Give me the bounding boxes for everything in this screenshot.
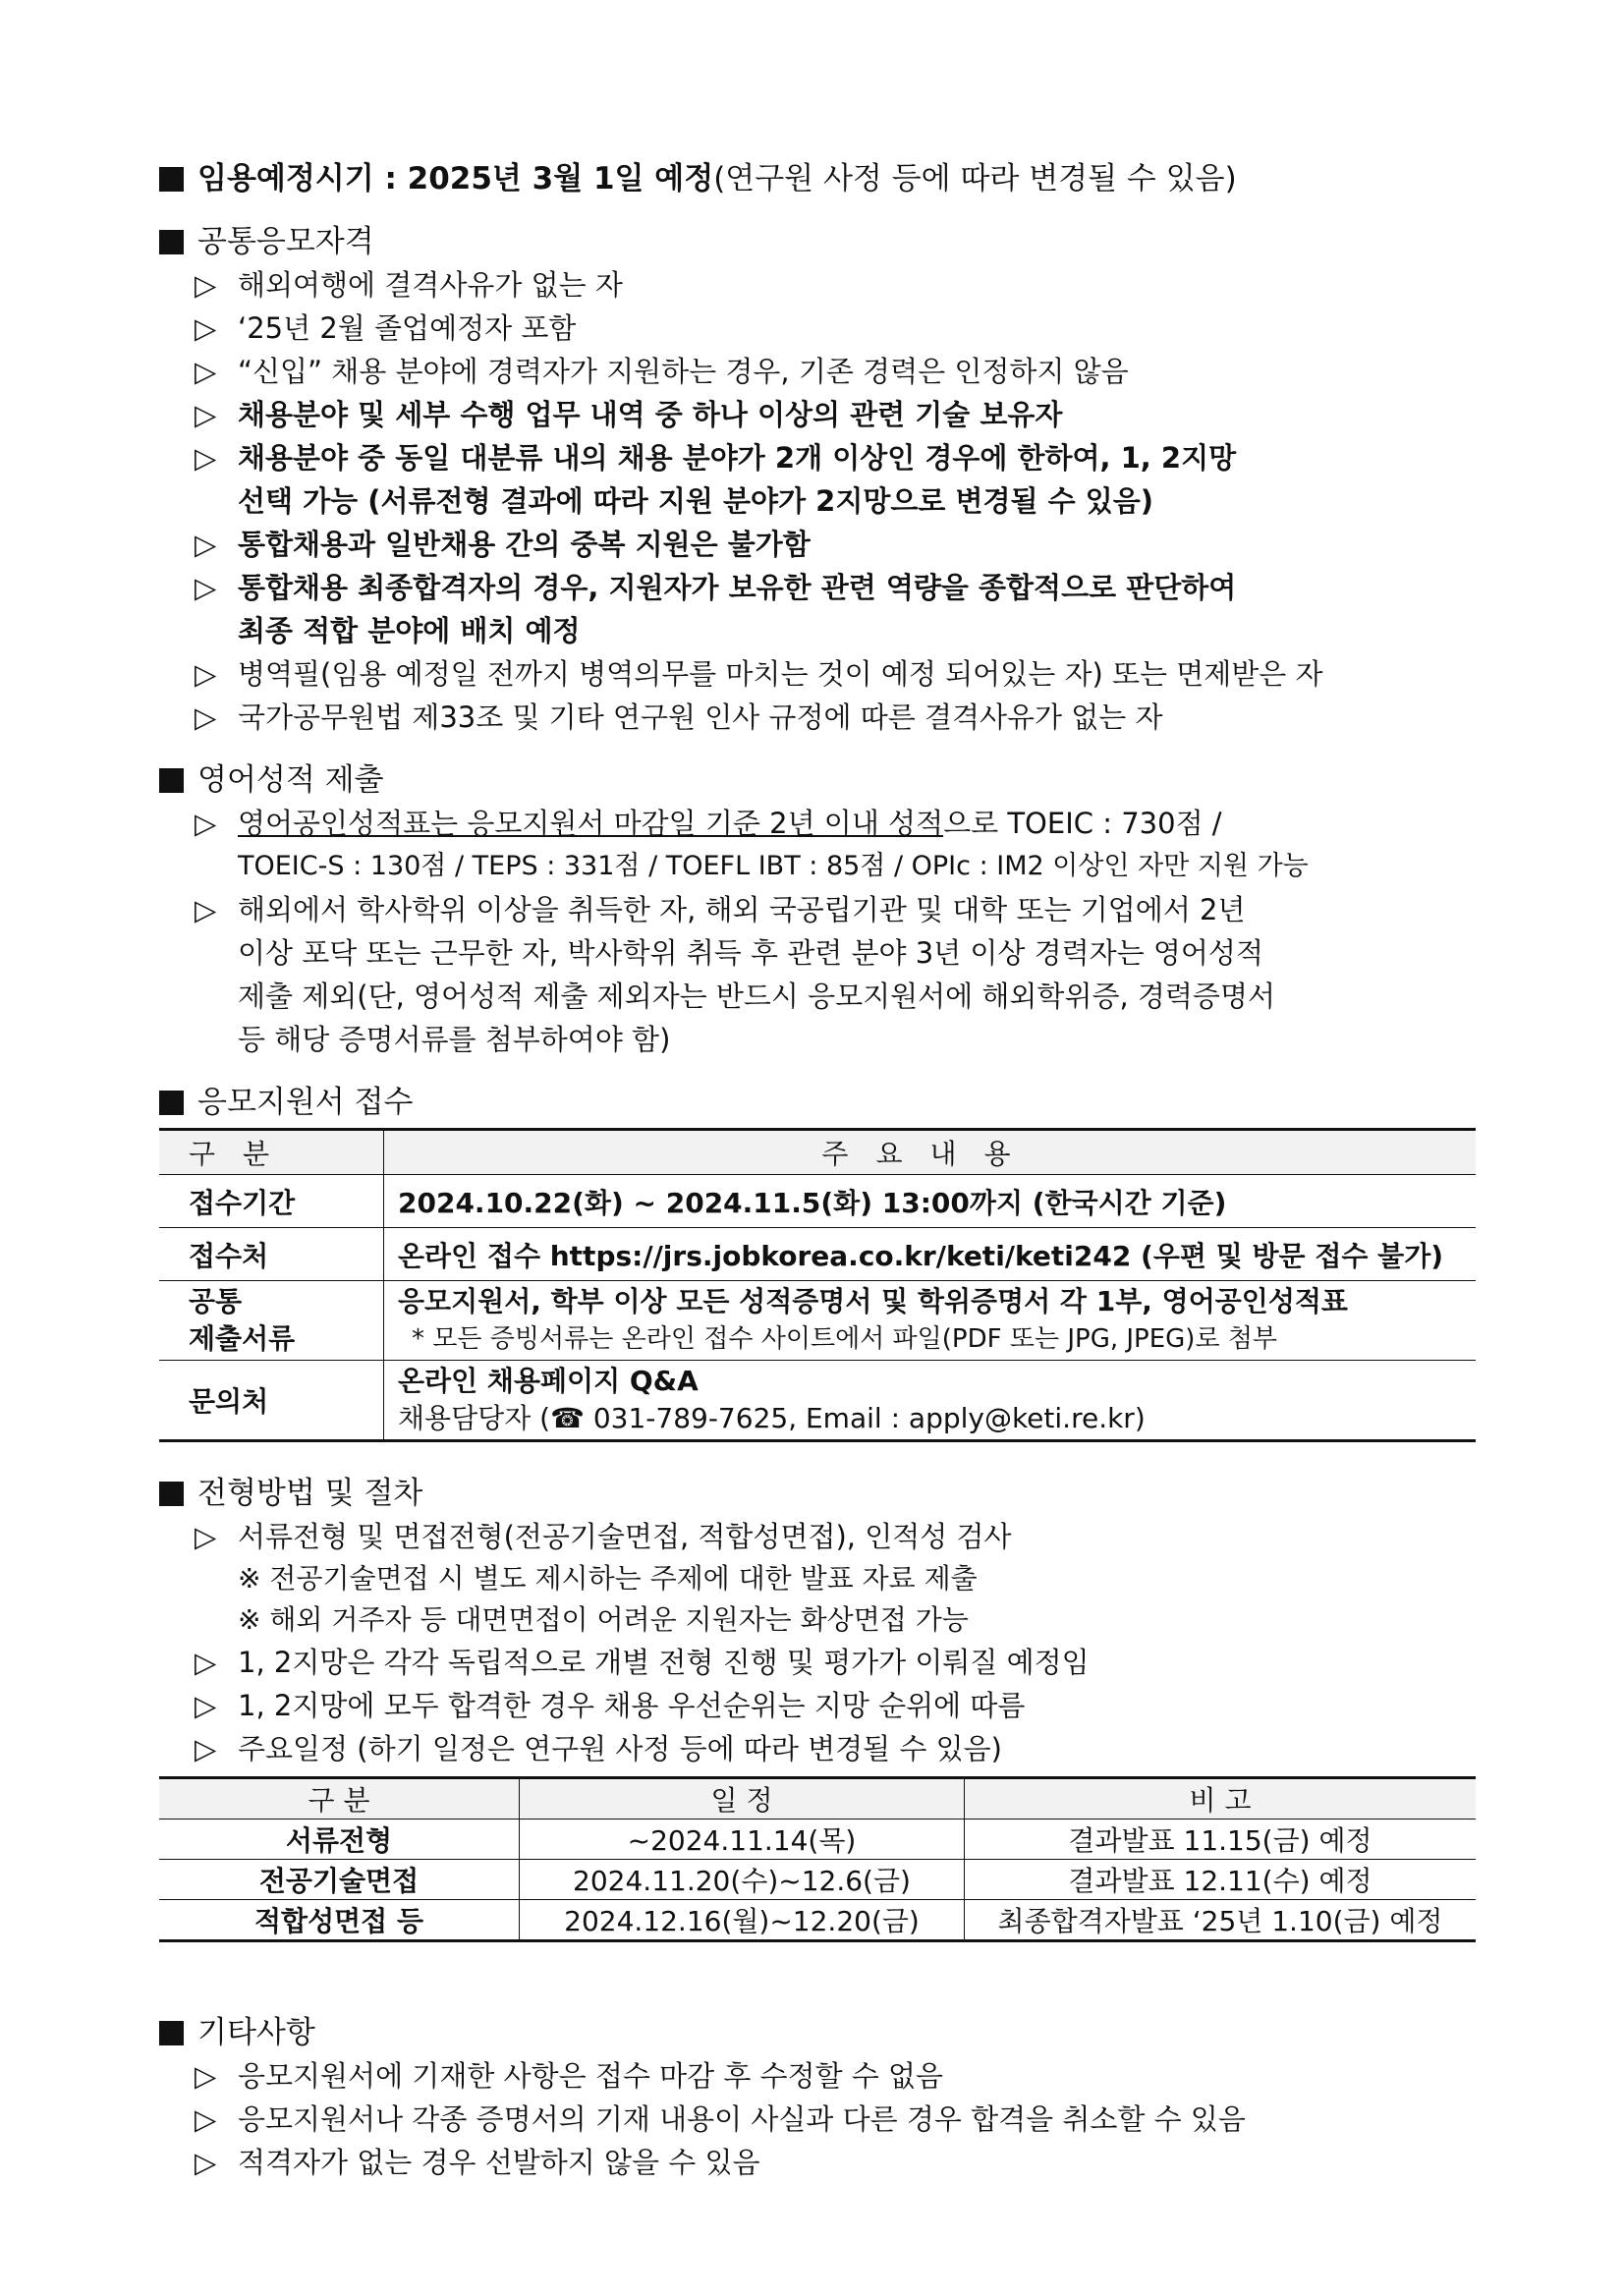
schedule-stage: 서류전형 [159, 1820, 520, 1860]
table-row [159, 1860, 1476, 1900]
square-bullet-icon [159, 768, 184, 793]
appointment-note: (연구원 사정 등에 따라 변경될 수 있음) [713, 161, 1237, 196]
list-item: ▷ 1, 2지망에 모두 합격한 경우 채용 우선순위는 지망 순위에 따름 [159, 1684, 1476, 1727]
list-item: ▷ 채용분야 및 세부 수행 업무 내역 중 하나 이상의 관련 기술 보유자 [159, 393, 1476, 436]
docs-note: * 모든 증빙서류는 온라인 접수 사이트에서 파일(PDF 또는 JPG, JPEG)로 첨부 [412, 1324, 1278, 1354]
table-header-cell: 주요내용 [384, 1130, 1477, 1175]
triangle-bullet-icon: ▷ [195, 1732, 217, 1765]
section-title-english [159, 758, 1476, 802]
list-item-continued: 이상 포닥 또는 근무한 자, 박사학위 취득 후 관련 분야 3년 이상 경력자는 영어성적 [238, 936, 1263, 970]
table-row [159, 1175, 1476, 1228]
table-header-cell: 구분 [159, 1130, 384, 1175]
note-line: ※ 해외 거주자 등 대면면접이 어려운 지원자는 화상면접 가능 [238, 1603, 969, 1636]
schedule-stage: 적합성면접 등 [159, 1900, 520, 1941]
triangle-bullet-icon: ▷ [195, 398, 217, 431]
table-header-row [159, 1130, 1476, 1175]
table-header-row [159, 1778, 1476, 1820]
english-requirement-underlined: 영어공인성적표는 응모지원서 마감일 기준 2년 이내 성적 [238, 807, 944, 840]
triangle-bullet-icon: ▷ [195, 571, 217, 604]
list-item: ▷ 통합채용과 일반채용 간의 중복 지원은 불가함 [159, 523, 1476, 566]
triangle-bullet-icon: ▷ [195, 807, 217, 840]
schedule-table [159, 1776, 1476, 1942]
row-value: 응모지원서, 학부 이상 모든 성적증명서 및 학위증명서 각 1부, 영어공인성적표 * 모든 증빙서류는 온라인 접수 사이트에서 파일(PDF 또는 JPG, JPEG)로 첨부 [384, 1281, 1477, 1361]
list-item: ▷ 국가공무원법 제33조 및 기타 연구원 인사 규정에 따른 결격사유가 없는 자 [159, 696, 1476, 739]
list-item: ▷ 적격자가 없는 경우 선발하지 않을 수 있음 [159, 2141, 1476, 2184]
triangle-bullet-icon: ▷ [195, 893, 217, 926]
table-header-cell: 일 정 [520, 1778, 965, 1820]
row-value: 온라인 접수 https://jrs.jobkorea.co.kr/keti/keti242 (우편 및 방문 접수 불가) [384, 1228, 1477, 1281]
table-row [159, 1228, 1476, 1281]
application-title: 응모지원서 접수 [197, 1085, 414, 1120]
table-row [159, 1361, 1476, 1441]
schedule-remark: 최종합격자발표 ‘25년 1.10(금) 예정 [965, 1900, 1477, 1941]
list-item: ▷ 영어공인성적표는 응모지원서 마감일 기준 2년 이내 성적으로 TOEIC : 730점 / [159, 802, 1476, 845]
list-item: ▷ 통합채용 최종합격자의 경우, 지원자가 보유한 관련 역량을 종합적으로 판단하여 [159, 566, 1476, 609]
triangle-bullet-icon: ▷ [195, 311, 217, 345]
list-item: ▷ ‘25년 2월 졸업예정자 포함 [159, 307, 1476, 350]
row-label: 공통 제출서류 [159, 1281, 384, 1361]
triangle-bullet-icon: ▷ [195, 268, 217, 302]
english-title: 영어성적 제출 [197, 762, 384, 798]
triangle-bullet-icon: ▷ [195, 1520, 217, 1553]
row-value: 온라인 채용페이지 Q&A 채용담당자 (☎ 031-789-7625, Email : apply@keti.re.kr) [384, 1361, 1477, 1441]
list-item: ▷ 주요일정 (하기 일정은 연구원 사정 등에 따라 변경될 수 있음) [159, 1727, 1476, 1770]
table-header-cell: 구 분 [159, 1778, 520, 1820]
list-item: ▷ 해외에서 학사학위 이상을 취득한 자, 해외 국공립기관 및 대학 또는 기업에서 2년 [159, 888, 1476, 931]
appointment-date: 임용예정시기 : 2025년 3월 1일 예정 [197, 161, 714, 196]
triangle-bullet-icon: ▷ [195, 700, 217, 734]
list-item: ▷ “신입” 채용 분야에 경력자가 지원하는 경우, 기존 경력은 인정하지 않음 [159, 350, 1476, 393]
appointment-line [159, 157, 1476, 200]
triangle-bullet-icon: ▷ [195, 657, 217, 691]
square-bullet-icon [159, 2021, 184, 2045]
schedule-date: ~2024.11.14(목) [520, 1820, 965, 1860]
section-title-application [159, 1081, 1476, 1124]
list-item: ▷ 응모지원서에 기재한 사항은 접수 마감 후 수정할 수 없음 [159, 2054, 1476, 2098]
square-bullet-icon [159, 1091, 184, 1115]
list-item-continued: 제출 제외(단, 영어성적 제출 제외자는 반드시 응모지원서에 해외학위증, 경력증명서 [238, 980, 1275, 1013]
triangle-bullet-icon: ▷ [195, 1646, 217, 1679]
note-line: ※ 전공기술면접 시 별도 제시하는 주제에 대한 발표 자료 제출 [238, 1562, 978, 1595]
triangle-bullet-icon: ▷ [195, 441, 217, 475]
row-value: 2024.10.22(화) ~ 2024.11.5(화) 13:00까지 (한국시간 기준) [384, 1175, 1477, 1228]
triangle-bullet-icon: ▷ [195, 355, 217, 388]
list-item: ▷ 해외여행에 결격사유가 없는 자 [159, 263, 1476, 307]
triangle-bullet-icon: ▷ [195, 1689, 217, 1722]
triangle-bullet-icon: ▷ [195, 2102, 217, 2136]
contact-detail: 채용담당자 (☎ 031-789-7625, Email : apply@keti.re.kr) [398, 1402, 1146, 1434]
square-bullet-icon [159, 167, 184, 192]
common-title: 공통응모자격 [197, 224, 374, 259]
section-title-etc [159, 2011, 1476, 2054]
process-title: 전형방법 및 절차 [197, 1476, 423, 1511]
triangle-bullet-icon: ▷ [195, 528, 217, 561]
table-row [159, 1281, 1476, 1361]
section-title-process [159, 1472, 1476, 1515]
row-label: 문의처 [159, 1361, 384, 1441]
triangle-bullet-icon: ▷ [195, 2059, 217, 2093]
schedule-date: 2024.12.16(월)~12.20(금) [520, 1900, 965, 1941]
list-item-continued: 최종 적합 분야에 배치 예정 [238, 614, 581, 647]
row-label: 접수기간 [159, 1175, 384, 1228]
application-table [159, 1128, 1476, 1442]
section-title-common [159, 220, 1476, 263]
list-item: ▷ 서류전형 및 면접전형(전공기술면접, 적합성면접), 인적성 검사 [159, 1515, 1476, 1558]
list-item: ▷ 1, 2지망은 각각 독립적으로 개별 전형 진행 및 평가가 이뤄질 예정임 [159, 1641, 1476, 1684]
schedule-stage: 전공기술면접 [159, 1860, 520, 1900]
schedule-remark: 결과발표 12.11(수) 예정 [965, 1860, 1477, 1900]
table-header-cell: 비 고 [965, 1778, 1477, 1820]
square-bullet-icon [159, 1482, 184, 1506]
list-item: ▷ 채용분야 중 동일 대분류 내의 채용 분야가 2개 이상인 경우에 한하여, 1, 2지망 [159, 436, 1476, 479]
table-row [159, 1820, 1476, 1860]
document-page [159, 157, 1476, 2184]
list-item-continued: 등 해당 증명서류를 첨부하여야 함) [238, 1023, 671, 1056]
row-label: 접수처 [159, 1228, 384, 1281]
etc-title: 기타사항 [197, 2015, 315, 2050]
schedule-date: 2024.11.20(수)~12.6(금) [520, 1860, 965, 1900]
square-bullet-icon [159, 230, 184, 254]
triangle-bullet-icon: ▷ [195, 2146, 217, 2179]
list-item: ▷ 병역필(임용 예정일 전까지 병역의무를 마치는 것이 예정 되어있는 자) 또는 면제받은 자 [159, 652, 1476, 696]
list-item-continued: 선택 가능 (서류전형 결과에 따라 지원 분야가 2지망으로 변경될 수 있음) [238, 484, 1154, 518]
table-row [159, 1900, 1476, 1941]
schedule-remark: 결과발표 11.15(금) 예정 [965, 1820, 1477, 1860]
list-item: ▷ 응모지원서나 각종 증명서의 기재 내용이 사실과 다른 경우 합격을 취소할 수 있음 [159, 2098, 1476, 2141]
list-item-continued: TOEIC-S : 130점 / TEPS : 331점 / TOEFL IBT : 85점 / OPIc : IM2 이상인 자만 지원 가능 [238, 851, 1309, 881]
